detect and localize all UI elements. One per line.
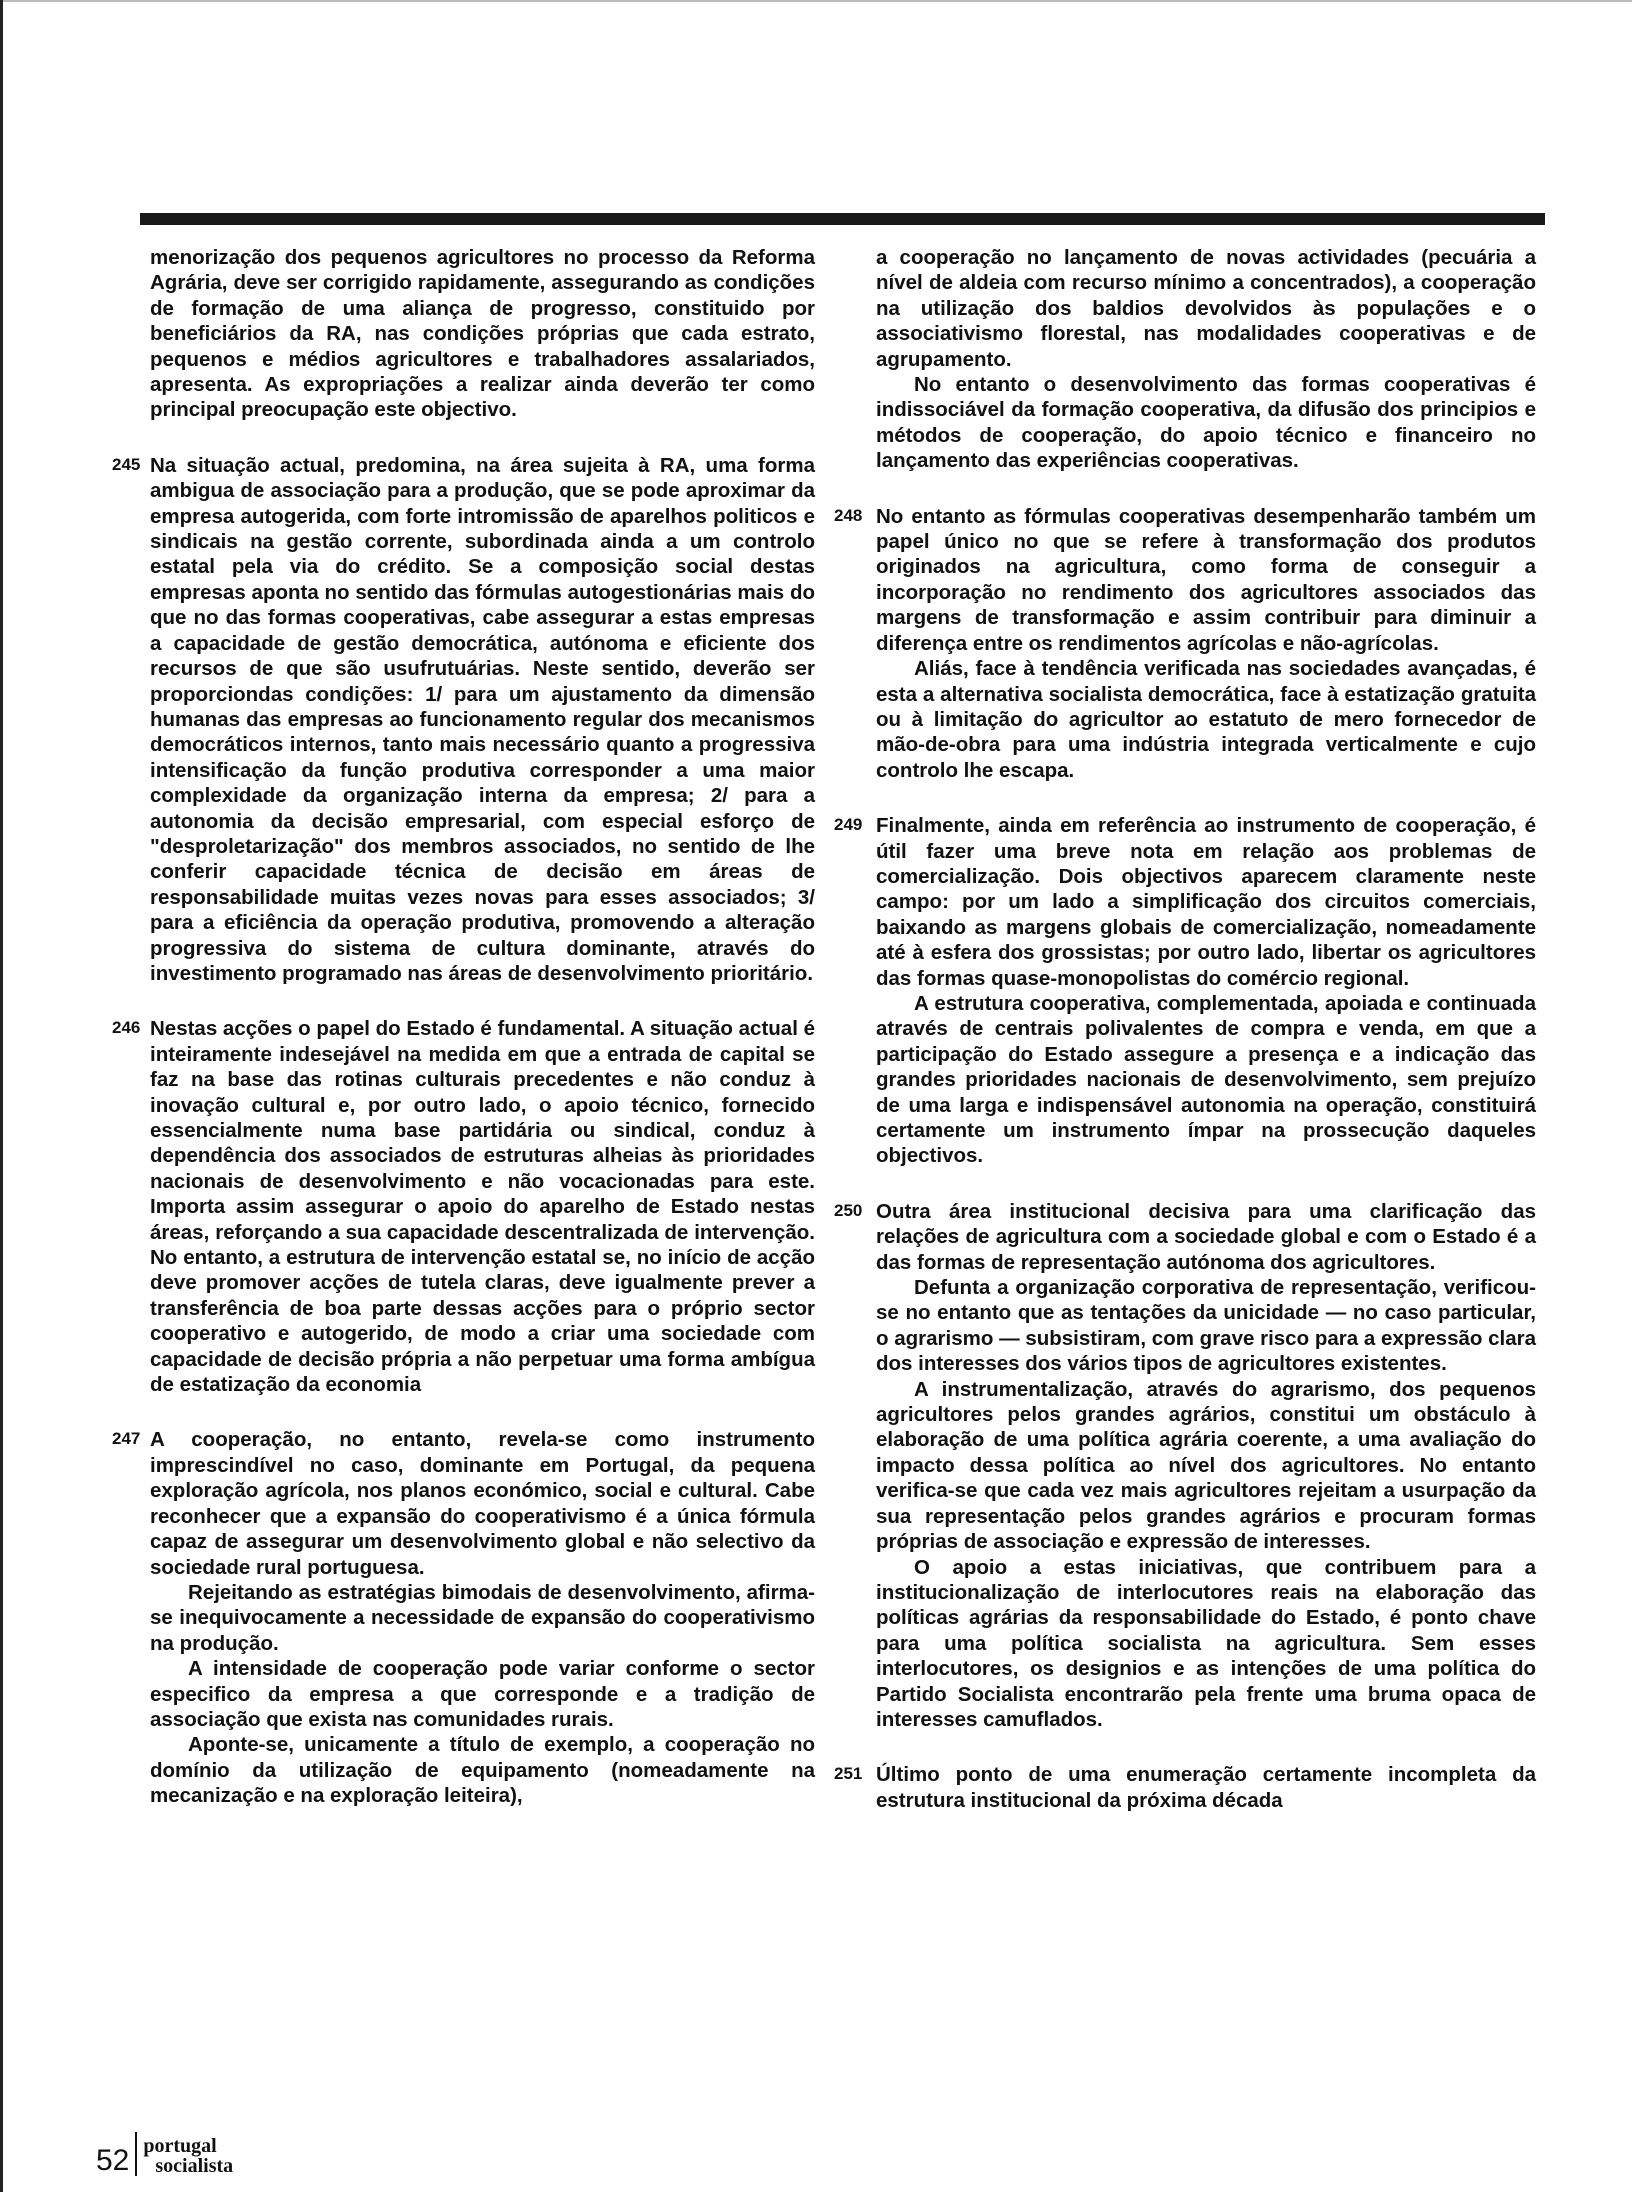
numbered-section: [876, 245, 1536, 474]
numbered-section: [834, 1199, 1536, 1733]
paragraph: O apoio a estas iniciativas, que contribuem para a institucionalização de interlocutores reais na elaboração das políticas agrárias da responsabilidade do Estado, é ponto chave para uma política socialista na agricultura. Sem esses interlocutores, os designios e as intenções de uma política do Partido Socialista encontrarão pela frente uma bruma opaca de interesses camuflados.: [876, 1555, 1536, 1731]
right-column: [834, 245, 1536, 1843]
section-number: 245: [112, 454, 141, 474]
scan-left-edge: [0, 0, 3, 2192]
section-number: 251: [834, 1764, 863, 1784]
numbered-section: [112, 1016, 815, 1397]
section-text: [876, 813, 1536, 1169]
numbered-section: [834, 1762, 1536, 1813]
section-text: [150, 453, 815, 987]
scan-top-edge: [0, 0, 1632, 2]
paragraph: Rejeitando as estratégias bimodais de desenvolvimento, afirma-se inequivocamente a necessidade de expansão do cooperativismo na produção.: [150, 1580, 815, 1655]
paragraph: Defunta a organização corporativa de representação, verificou-se no entanto que as tentações da unicidade — no caso particular, o agrarismo — subsistiram, com grave risco para a expressão clara dos interesses dos vários tipos de agricultores existentes.: [876, 1276, 1536, 1376]
logo-line-1: portugal: [143, 2135, 217, 2157]
section-text: [150, 1016, 815, 1397]
section-text: [876, 245, 1536, 474]
paragraph: Último ponto de uma enumeração certamente incompleta da estrutura institucional da próxima década: [876, 1763, 1536, 1812]
section-number: 247: [112, 1429, 141, 1449]
paragraph: Na situação actual, predomina, na área sujeita à RA, uma forma ambigua de associação para a produção, que se pode aproximar da empresa autogerida, com forte intromissão de aparelhos politicos e sindicais na gestão corrente, subordinada ainda a um controlo estatal pela via do crédito. Se a composição social destas empresas aponta no sentido das fórmulas autogestionárias mais do que no das formas cooperativas, cabe assegurar a estas empresas a capacidade de gestão democrática, autónoma e eficiente dos recursos de que são usufrutuárias. Neste sentido, deverão ser proporciondas condições: 1/ para um ajustamento da dimensão humanas das empresas ao funcionamento regular dos mecanismos democráticos internos, tanto mais necessário quanto a progressiva intensificação da função produtiva corresponder a uma maior complexidade da organização interna da empresa; 2/ para a autonomia da decisão empresarial, com especial esforço de "desproletarização" dos membros associados, no sentido de lhe conferir capacidade técnica de decisão em áreas de responsabilidade muitas vezes novas para esses associados; 3/ para a eficiência da operação produtiva, promovendo a alteração progressiva do sistema de cultura dominante, através do investimento programado nas áreas de desenvolvimento prioritário.: [150, 453, 815, 985]
paragraph: Aliás, face à tendência verificada nas sociedades avançadas, é esta a alternativa socialista democrática, face à estatização gratuita ou à limitação do agricultor ao estatuto de mero fornecedor de mão-de-obra para uma indústria integrada verticalmente e cujo controlo lhe escapa.: [876, 657, 1536, 782]
paragraph: A estrutura cooperativa, complementada, apoiada e continuada através de centrais polivalentes de compra e venda, em que a participação do Estado assegure a presença e a indicação das grandes prioridades nacionais de desenvolvimento, sem prejuízo de uma larga e indispensável autonomia na operação, constituirá certamente um instrumento ímpar na prossecução daqueles objectivos.: [876, 991, 1536, 1168]
footer-divider: [135, 2132, 137, 2176]
section-text: [150, 1427, 815, 1808]
section-text: [150, 245, 815, 423]
section-number: 248: [834, 505, 863, 525]
numbered-section: [150, 245, 815, 423]
section-text: [876, 1762, 1536, 1813]
logo-line-2: socialista: [155, 2155, 234, 2177]
section-number: 249: [834, 815, 863, 835]
paragraph: Nestas acções o papel do Estado é fundamental. A situação actual é inteiramente indesejável na medida em que a entrada de capital se faz na base das rotinas culturais precedentes e não conduz à inovação cultural e, por outro lado, o apoio técnico, fornecido essencialmente numa base partidária ou sindical, conduz à dependência dos associados de estruturas alheias às prioridades nacionais de desenvolvimento e não vocacionadas para este. Importa assim assegurar o apoio do aparelho de Estado nestas áreas, reforçando a sua capacidade descentralizada de intervenção. No entanto, a estrutura de intervenção estatal se, no início de acção deve promover acções de tutela claras, deve igualmente prever a transferência de boa parte dessas acções para o próprio sector cooperativo e autogerido, de modo a criar uma sociedade com capacidade de decisão própria a não perpetuar uma forma ambígua de estatização da economia: [150, 1017, 815, 1397]
paragraph: a cooperação no lançamento de novas actividades (pecuária a nível de aldeia com recurso mínimo a concentrados), a cooperação na utilização dos baldios devolvidos às populações e o associativismo florestal, nas modalidades cooperativas e de agrupamento.: [876, 246, 1536, 371]
page-number: 52: [96, 2144, 130, 2177]
numbered-section: [112, 1427, 815, 1808]
numbered-section: [112, 453, 815, 987]
paragraph: Outra área institucional decisiva para uma clarificação das relações de agricultura com a sociedade global e com o Estado é a das formas de representação autónoma dos agricultores.: [876, 1199, 1536, 1274]
paragraph: Finalmente, ainda em referência ao instrumento de cooperação, é útil fazer uma breve nota em relação aos problemas de comercialização. Dois objectivos aparecem claramente neste campo: por um lado a simplificação dos circuitos comerciais, baixando as margens globais de comercialização, nomeadamente até à esfera dos grossistas; por outro lado, libertar os agricultores das formas quase-monopolistas do comércio regional.: [876, 814, 1536, 990]
paragraph: No entanto o desenvolvimento das formas cooperativas é indissociável da formação cooperativa, da difusão dos principios e métodos de cooperação, do apoio técnico e financeiro no lançamento das experiências cooperativas.: [876, 373, 1536, 473]
header-rule: [140, 213, 1545, 225]
paragraph: A intensidade de cooperação pode variar conforme o sector especifico da empresa a que corresponde e a tradição de associação que exista nas comunidades rurais.: [150, 1657, 815, 1731]
paragraph: A cooperação, no entanto, revela-se como instrumento imprescindível no caso, dominante em Portugal, da pequena exploração agrícola, nos planos económico, social e cultural. Cabe reconhecer que a expansão do cooperativismo é a única fórmula capaz de assegurar um desenvolvimento global e não selectivo da sociedade rural portuguesa.: [150, 1428, 815, 1579]
numbered-section: [834, 504, 1536, 783]
section-text: [876, 1199, 1536, 1733]
left-column: [112, 245, 815, 1839]
numbered-section: [834, 813, 1536, 1169]
section-number: 246: [112, 1018, 141, 1038]
section-text: [876, 504, 1536, 783]
paragraph: menorização dos pequenos agricultores no processo da Reforma Agrária, deve ser corrigido rapidamente, assegurando as condições de formação de uma aliança de progresso, constituido por beneficiários da RA, nas condições próprias que cada estrato, pequenos e médios agricultores e trabalhadores assalariados, apresenta. As expropriações a realizar ainda deverão ter como principal preocupação este objectivo.: [150, 246, 815, 422]
page-footer: [96, 2118, 233, 2178]
publication-logo: [143, 2136, 233, 2176]
paragraph: No entanto as fórmulas cooperativas desempenharão também um papel único no que se refere à transformação dos produtos originados na agricultura, como forma de conseguir a incorporação no rendimento dos agricultores associados das margens de transformação e assim contribuir para diminuir a diferença entre os rendimentos agrícolas e não-agrícolas.: [876, 504, 1536, 655]
section-number: 250: [834, 1200, 863, 1220]
paragraph: A instrumentalização, através do agrarismo, dos pequenos agricultores pelos grandes agrários, constitui um obstáculo à elaboração de uma política agrária coerente, a uma avaliação do impacto dessa política ao nível dos agricultores. No entanto verifica-se que cada vez mais agricultores rejeitam a usurpação da sua representação pelos grandes agrários e procuram formas próprias de associação e expressão de interesses.: [876, 1377, 1536, 1554]
paragraph: Aponte-se, unicamente a título de exemplo, a cooperação no domínio da utilização de equipamento (nomeadamente na mecanização e na exploração leiteira),: [150, 1733, 815, 1808]
